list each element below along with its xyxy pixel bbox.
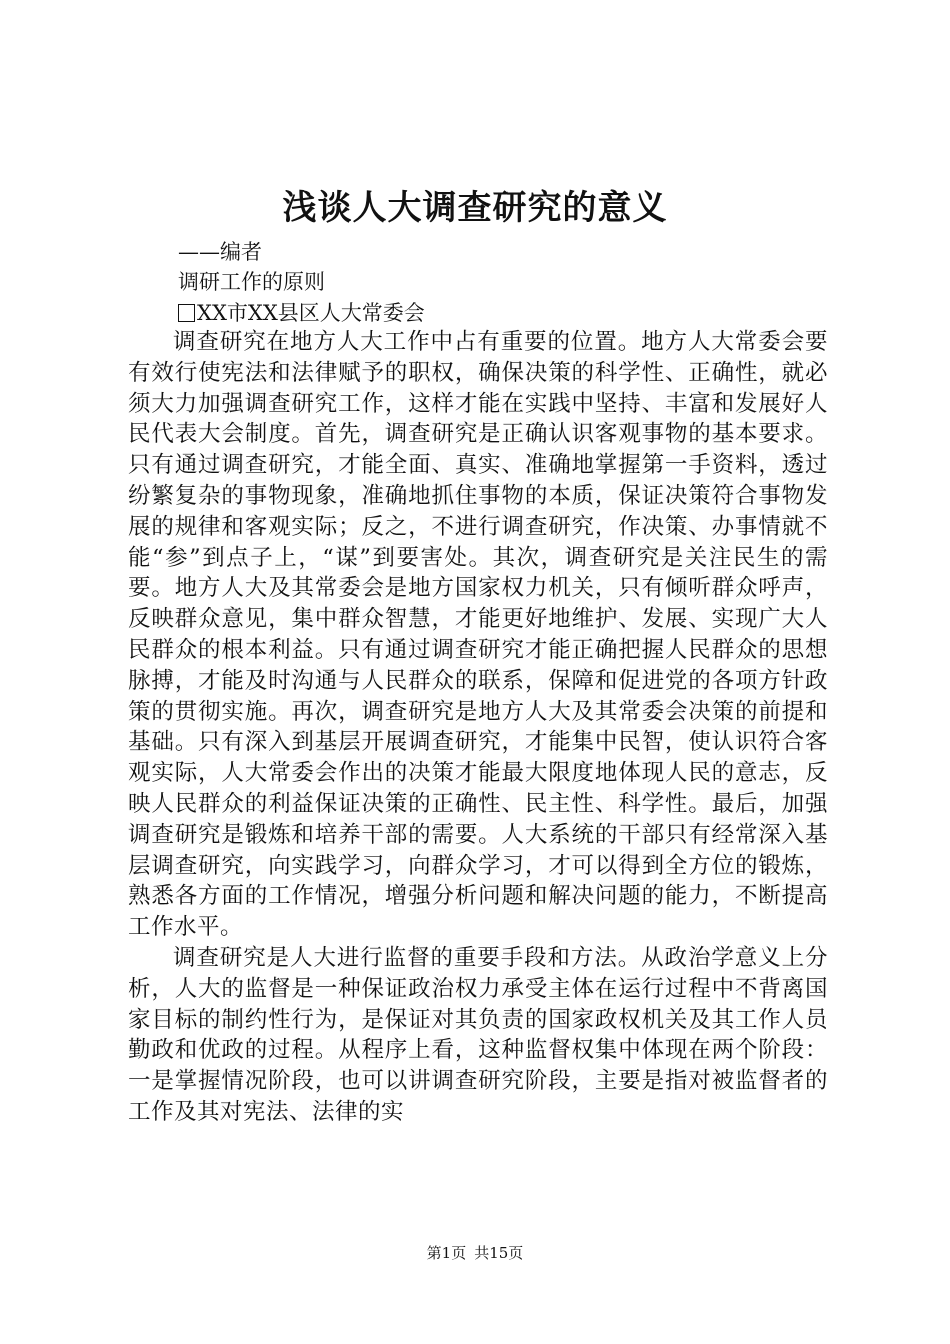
page-footer bbox=[0, 1243, 950, 1263]
checkbox-icon bbox=[178, 304, 195, 322]
paragraph: 调查研究是人大进行监督的重要手段和方法。从政治学意义上分析，人大的监督是一种保证政治权力承受主体在运行过程中不背离国家目标的制约性行为，是保证对其负责的国家政权机关及其工作人员勤政和优政的过程。从程序上看，这种监督权集中体现在两个阶段：一是掌握情况阶段，也可以讲调查研究阶段，主要是指对被监督者的工作及其对宪法、法律的实 bbox=[128, 944, 828, 1125]
org-line-text: XX市XX县区人大常委会 bbox=[197, 301, 425, 325]
subtitle: 调研工作的原则 bbox=[178, 270, 325, 294]
author-line: ——编者 bbox=[178, 240, 262, 264]
page-total: 共15页 bbox=[474, 1244, 524, 1262]
paragraph: 调查研究在地方人大工作中占有重要的位置。地方人大常委会要有效行使宪法和法律赋予的职权，确保决策的科学性、正确性，就必须大力加强调查研究工作，这样才能在实践中坚持、丰富和发展好人民代表大会制度。首先，调查研究是正确认识客观事物的基本要求。只有通过调查研究，才能全面、真实、准确地掌握第一手资料，透过纷繁复杂的事物现象，准确地抓住事物的本质，保证决策符合事物发展的规律和客观实际；反之，不进行调查研究，作决策、办事情就不能“参”到点子上，“谋”到要害处。其次，调查研究是关注民生的需要。地方人大及其常委会是地方国家权力机关，只有倾听群众呼声，反映群众意见，集中群众智慧，才能更好地维护、发展、实现广大人民群众的根本利益。只有通过调查研究才能正确把握人民群众的思想脉搏，才能及时沟通与人民群众的联系，保障和促进党的各项方针政策的贯彻实施。再次，调查研究是地方人大及其常委会决策的前提和基础。只有深入到基层开展调查研究，才能集中民智，使认识符合客观实际，人大常委会作出的决策才能最大限度地体现人民的意志，反映人民群众的利益保证决策的正确性、民主性、科学性。最后，加强调查研究是锻炼和培养干部的需要。人大系统的干部只有经常深入基层调查研究，向实践学习，向群众学习，才可以得到全方位的锻炼，熟悉各方面的工作情况，增强分析问题和解决问题的能力，不断提高工作水平。 bbox=[128, 329, 828, 941]
page-number: 第1页 bbox=[426, 1244, 467, 1262]
body-text bbox=[128, 327, 828, 1128]
document-title: 浅谈人大调查研究的意义 bbox=[282, 188, 668, 228]
org-line bbox=[178, 297, 425, 329]
